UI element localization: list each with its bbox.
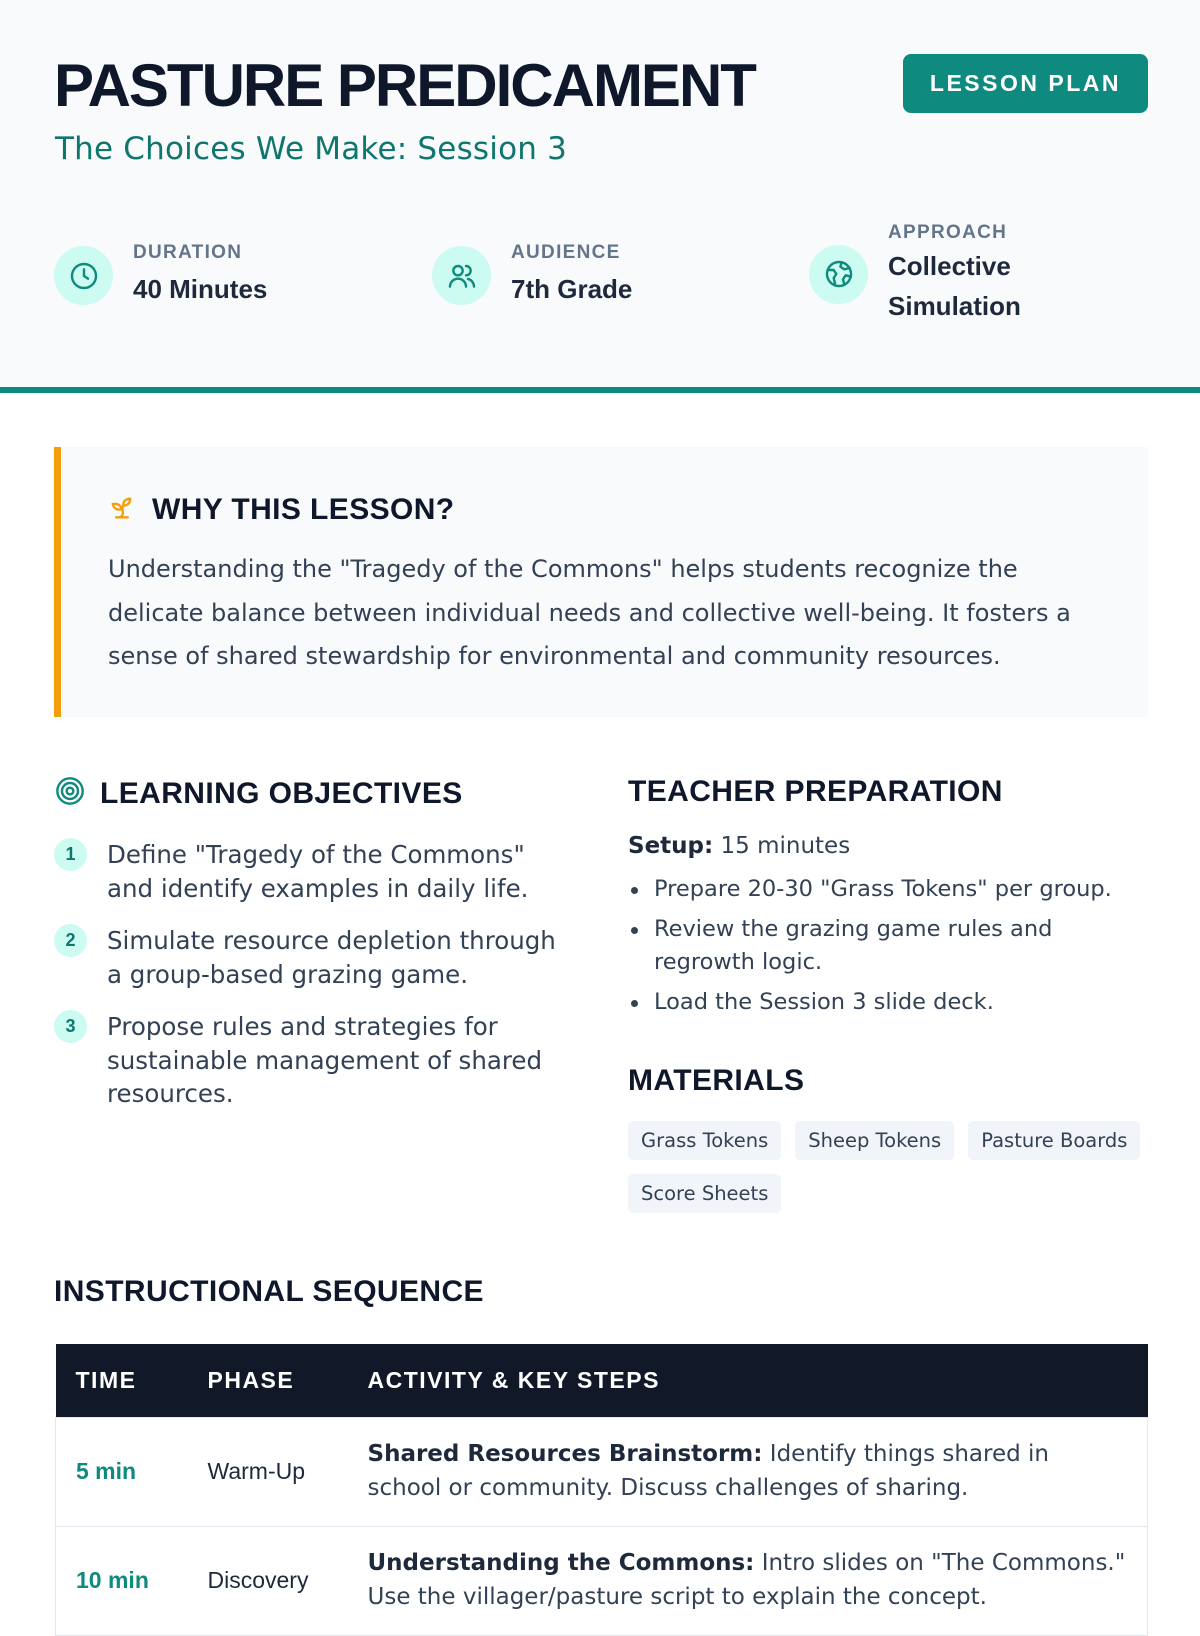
objective-number: 3: [54, 1010, 87, 1043]
activity-text: Intro slides on "The Commons." Use the villager/pasture script to explain the concept.: [367, 1550, 1126, 1610]
row-activity: [348, 1417, 1148, 1526]
material-chip: Sheep Tokens: [795, 1121, 954, 1160]
activity-title: Shared Resources Brainstorm:: [367, 1441, 763, 1467]
column-header-time: TIME: [56, 1344, 188, 1417]
material-chip: Grass Tokens: [628, 1121, 781, 1160]
list-item: Review the grazing game rules and regrowth logic.: [628, 913, 1158, 979]
objectives-heading: LEARNING OBJECTIVES: [100, 776, 463, 810]
activity-title: Understanding the Commons:: [367, 1550, 755, 1576]
prep-heading: TEACHER PREPARATION: [628, 775, 1003, 808]
table-header-row: [56, 1344, 1148, 1417]
sequence-heading: INSTRUCTIONAL SEQUENCE: [54, 1275, 484, 1308]
teacher-preparation-section: [628, 775, 1158, 1227]
list-item: [54, 924, 574, 991]
row-time: 5 min: [56, 1417, 188, 1526]
meta-duration-label: DURATION: [133, 242, 243, 263]
objective-text: Simulate resource depletion through a group-based grazing game.: [107, 926, 556, 989]
row-activity: [348, 1526, 1148, 1635]
lesson-plan-badge: LESSON PLAN: [903, 54, 1148, 113]
learning-objectives-section: [54, 775, 574, 1130]
objective-text: Propose rules and strategies for sustainable management of shared resources.: [107, 1012, 543, 1108]
meta-approach: [809, 222, 1048, 326]
meta-approach-value: Collective Simulation: [888, 251, 1021, 321]
setup-time: [628, 833, 1158, 859]
row-phase: Discovery: [188, 1526, 348, 1635]
why-this-lesson-callout: [54, 447, 1148, 717]
globe-icon: [809, 245, 868, 304]
column-header-activity: ACTIVITY & KEY STEPS: [348, 1344, 1148, 1417]
objective-number: 2: [54, 924, 87, 957]
column-header-phase: PHASE: [188, 1344, 348, 1417]
materials-chips: [628, 1121, 1158, 1227]
page-subtitle: The Choices We Make: Session 3: [55, 131, 568, 167]
prep-list: [628, 873, 1158, 1019]
meta-approach-label: APPROACH: [888, 222, 1008, 243]
setup-value: 15 minutes: [713, 833, 851, 859]
list-item: [54, 838, 574, 905]
users-icon: [432, 246, 491, 305]
sequence-table: [55, 1344, 1148, 1636]
target-icon: [54, 775, 86, 812]
sprout-icon: [108, 494, 136, 527]
page-title: PASTURE PREDICAMENT: [54, 52, 755, 119]
material-chip: Score Sheets: [628, 1174, 781, 1213]
why-body: Understanding the "Tragedy of the Commons" helps students recognize the delicate balance between individual needs and collective well-being. It fosters a sense of shared stewardship for environmental and community resources.: [108, 555, 1071, 670]
activity-text: Identify things shared in school or community. Discuss challenges of sharing.: [367, 1441, 1050, 1501]
meta-audience-label: AUDIENCE: [511, 242, 621, 263]
objective-text: Define "Tragedy of the Commons" and identify examples in daily life.: [107, 840, 529, 903]
lesson-header: [0, 0, 1200, 393]
row-phase: Warm-Up: [188, 1417, 348, 1526]
objective-number: 1: [54, 838, 87, 871]
row-time: 10 min: [56, 1526, 188, 1635]
meta-duration: [54, 242, 267, 310]
setup-label: Setup:: [628, 833, 714, 859]
materials-section: [628, 1064, 1158, 1227]
list-item: Load the Session 3 slide deck.: [628, 986, 1158, 1019]
list-item: [54, 1010, 574, 1111]
material-chip: Pasture Boards: [968, 1121, 1140, 1160]
objectives-list: [54, 838, 574, 1111]
clock-icon: [54, 246, 113, 305]
why-heading: WHY THIS LESSON?: [152, 493, 455, 526]
list-item: Prepare 20-30 "Grass Tokens" per group.: [628, 873, 1158, 906]
table-row: [56, 1417, 1148, 1526]
meta-audience: [432, 242, 632, 310]
materials-heading: MATERIALS: [628, 1064, 805, 1097]
meta-duration-value: 40 Minutes: [133, 274, 268, 304]
table-row: [56, 1526, 1148, 1635]
meta-audience-value: 7th Grade: [511, 274, 633, 304]
